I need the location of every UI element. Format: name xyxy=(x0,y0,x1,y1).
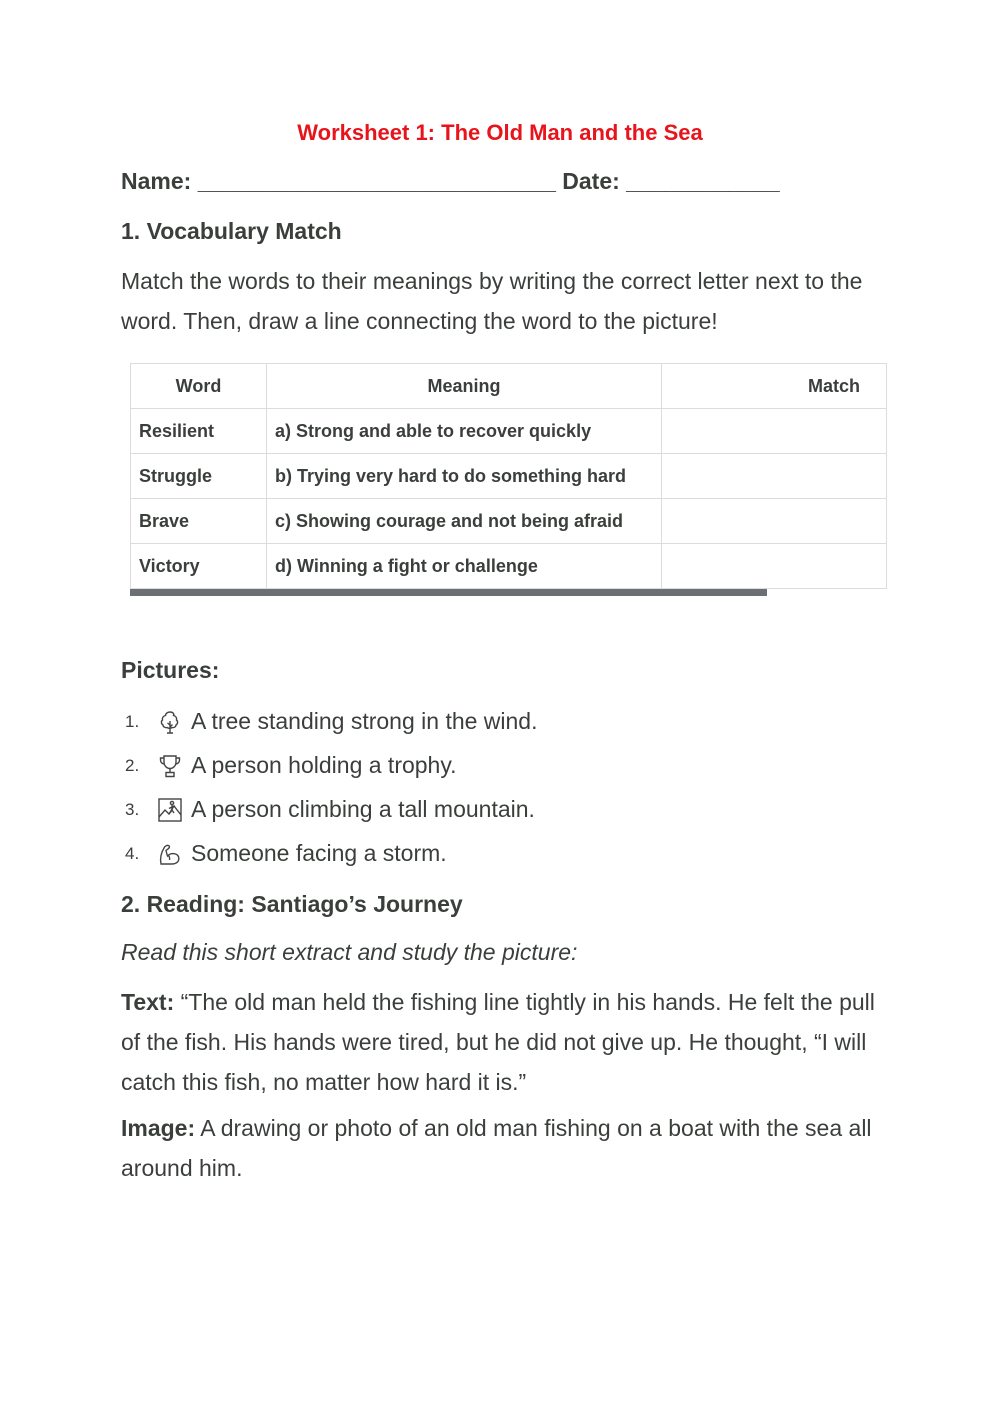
pictures-heading: Pictures: xyxy=(121,657,220,683)
word-cell: Victory xyxy=(131,544,267,589)
trophy-icon xyxy=(157,753,183,779)
word-cell: Struggle xyxy=(131,454,267,499)
header-match: Match xyxy=(662,364,887,409)
list-item-text: Someone facing a storm. xyxy=(191,840,447,866)
table-row xyxy=(131,409,887,454)
table-row xyxy=(131,544,887,589)
header-meaning: Meaning xyxy=(267,364,662,409)
word-cell: Brave xyxy=(131,499,267,544)
list-item-text: A tree standing strong in the wind. xyxy=(191,708,538,734)
list-item-text: A person holding a trophy. xyxy=(191,752,457,778)
name-label: Name: xyxy=(121,168,192,194)
image-label: Image: xyxy=(121,1115,196,1141)
image-description-body: A drawing or photo of an old man fishing on a boat with the sea all around him. xyxy=(121,1115,872,1181)
date-blank[interactable]: ____________ xyxy=(626,168,780,194)
section1-instructions: Match the words to their meanings by writing the correct letter next to the word. Then, draw a line connecting the word to the picture! xyxy=(121,268,863,334)
match-cell[interactable] xyxy=(662,544,887,589)
header-word: Word xyxy=(131,364,267,409)
name-blank[interactable]: ____________________________ xyxy=(197,168,556,194)
match-cell[interactable] xyxy=(662,499,887,544)
table-row xyxy=(131,454,887,499)
meaning-cell: d) Winning a fight or challenge xyxy=(267,544,662,589)
worksheet-title: Worksheet 1: The Old Man and the Sea xyxy=(297,120,703,145)
list-number: 3. xyxy=(125,799,140,819)
section1-heading: 1. Vocabulary Match xyxy=(121,218,342,244)
match-cell[interactable] xyxy=(662,454,887,499)
list-number: 1. xyxy=(125,711,140,731)
table-header-row xyxy=(131,364,887,409)
section2-heading: 2. Reading: Santiago’s Journey xyxy=(121,891,463,917)
reading-text-body: “The old man held the fishing line tightly in his hands. He felt the pull of the fish. His hands were tired, but he did not give up. He thought, “I will catch this fish, no matter how hard it is.” xyxy=(121,989,875,1095)
table-scrollbar[interactable] xyxy=(130,589,767,596)
mountain-climber-icon xyxy=(157,797,183,823)
name-date-line xyxy=(121,168,780,195)
table-row xyxy=(131,499,887,544)
meaning-cell: b) Trying very hard to do something hard xyxy=(267,454,662,499)
list-item xyxy=(125,840,447,867)
reading-text-paragraph xyxy=(121,982,891,1102)
word-cell: Resilient xyxy=(131,409,267,454)
date-label: Date: xyxy=(562,168,620,194)
list-item xyxy=(125,796,535,823)
vocabulary-table xyxy=(130,363,887,589)
image-description-paragraph xyxy=(121,1108,891,1188)
list-number: 2. xyxy=(125,755,140,775)
list-item xyxy=(125,752,457,779)
list-item-text: A person climbing a tall mountain. xyxy=(191,796,535,822)
text-label: Text: xyxy=(121,989,175,1015)
flexed-biceps-icon xyxy=(157,841,183,867)
section2-instruction: Read this short extract and study the picture: xyxy=(121,939,578,965)
meaning-cell: c) Showing courage and not being afraid xyxy=(267,499,662,544)
tree-icon xyxy=(157,709,183,735)
meaning-cell: a) Strong and able to recover quickly xyxy=(267,409,662,454)
list-item xyxy=(125,708,538,735)
list-number: 4. xyxy=(125,843,140,863)
match-cell[interactable] xyxy=(662,409,887,454)
